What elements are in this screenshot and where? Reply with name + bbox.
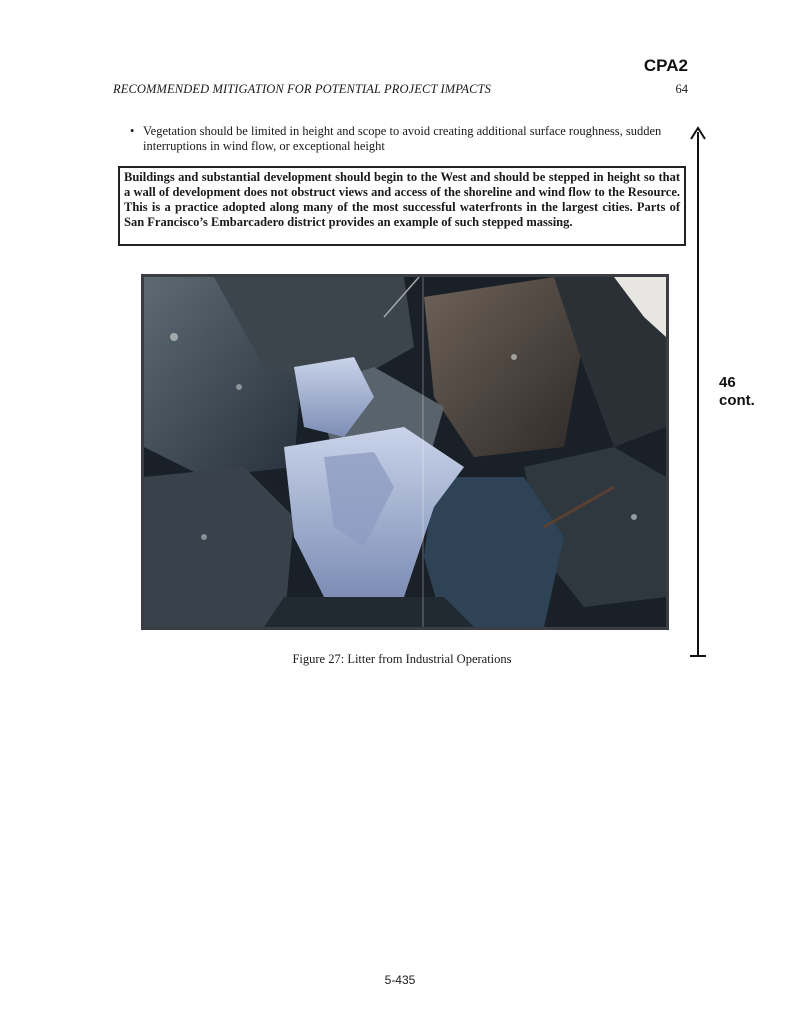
rocks-litter-image	[144, 277, 666, 627]
bullet-item-text: Vegetation should be limited in height and scope to avoid creating additional surface roughness, sudden interruptions in wind flow, or exceptional height	[143, 124, 662, 153]
margin-bracket-line	[697, 132, 699, 656]
callout-box	[118, 166, 686, 246]
comment-number: 46	[719, 374, 736, 391]
comment-reference	[719, 374, 779, 410]
page-number: 64	[675, 82, 688, 96]
running-header-title: RECOMMENDED MITIGATION FOR POTENTIAL PROJECT IMPACTS	[113, 82, 491, 96]
figure-photo	[141, 274, 669, 630]
bullet-marker: •	[130, 124, 135, 138]
footer-page-code: 5-435	[384, 973, 416, 987]
callout-text: Buildings and substantial development should begin to the West and should be stepped in height so that a wall of development does not obstruct views and access of the shoreline and wind flow to the Resource. This is a practice adopted along many of the most successful waterfronts in the largest cities. Parts of San Francisco’s Embarcadero district provides an example of such stepped massing.	[124, 170, 680, 229]
comment-continued-label: cont.	[719, 392, 755, 409]
margin-bracket-foot	[690, 655, 706, 657]
document-tag: CPA2	[643, 56, 688, 75]
figure-caption: Figure 27: Litter from Industrial Operations	[292, 652, 512, 666]
